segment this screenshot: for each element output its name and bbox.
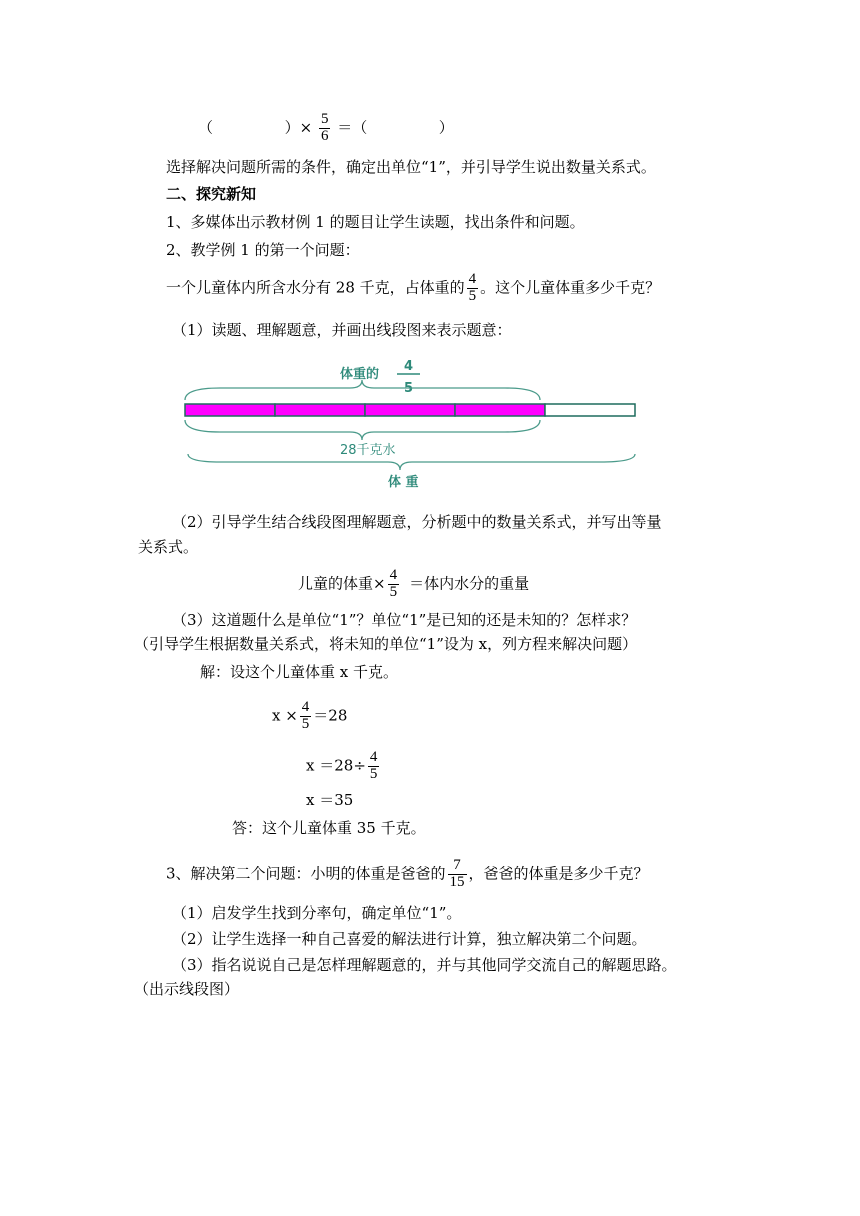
segment-diagram xyxy=(180,358,640,498)
equation-blank-line xyxy=(198,112,454,145)
equation-1: x × $\frac{4}{5}$ ＝28 xyxy=(272,699,348,732)
open-paren: （ xyxy=(198,118,214,137)
sub-step-2: （2）引导学生结合线段图理解题意，分析题中的数量关系式，并写出等量 xyxy=(172,513,662,531)
relation-formula: 儿童的体重× $\frac{4}{5}$ ＝体内水分的重量 xyxy=(298,567,530,600)
paragraph-select-conditions: 选择解决问题所需的条件，确定出单位“1”，并引导学生说出数量关系式。 xyxy=(166,158,656,176)
bar-part-filled xyxy=(455,404,545,416)
top-brace xyxy=(185,380,540,400)
paragraph-step-1: 1、多媒体出示教材例 1 的题目让学生读题，找出条件和问题。 xyxy=(166,213,585,231)
sub-step-1: （1）读题、理解题意，并画出线段图来表示题意： xyxy=(172,321,512,339)
answer: 答：这个儿童体重 35 千克。 xyxy=(232,819,426,837)
fraction-4-5: $\frac{4}{5}$ xyxy=(301,699,310,732)
sub-step-3-guide: （引导学生根据数量关系式，将未知的单位“1”设为 x，列方程来解决问题） xyxy=(134,635,638,653)
diagram-top-frac-num: 4 xyxy=(404,359,414,374)
water-brace xyxy=(185,420,540,440)
sub-step-3: （3）这道题什么是单位“1”？单位“1”是已知的还是未知的？怎样求？ xyxy=(172,611,637,629)
fraction-4-5: $\frac{4}{5}$ xyxy=(389,567,398,600)
total-label: 体 重 xyxy=(388,475,419,490)
water-label: 28千克水 xyxy=(340,443,396,458)
paragraph-step-3: 3、解决第二个问题：小明的体重是爸爸的 $\frac{7}{15}$ ，爸爸的体重是多少千克？ xyxy=(166,857,649,890)
paragraph-step-2: 2、教学例 1 的第一个问题： xyxy=(166,241,360,259)
fraction-4-5: $\frac{4}{5}$ xyxy=(468,271,477,304)
equals-open-paren: ＝（ xyxy=(337,118,368,137)
q2-step-2: （2）让学生选择一种自己喜爱的解法进行计算，独立解决第二个问题。 xyxy=(172,930,647,948)
fraction-4-5: $\frac{4}{5}$ xyxy=(369,749,378,782)
total-brace xyxy=(188,454,635,470)
solution-setup: 解：设这个儿童体重 x 千克。 xyxy=(200,663,398,681)
problem-one: 一个儿童体内所含水分有 28 千克，占体重的 $\frac{4}{5}$ 。这个儿童体重多少千克？ xyxy=(166,271,661,304)
equation-3: x ＝35 xyxy=(306,791,354,809)
q2-step-3: （3）指名说说自己是怎样理解题意的，并与其他同学交流自己的解题思路。 xyxy=(172,956,677,974)
q2-step-1: （1）启发学生找到分率句，确定单位“1”。 xyxy=(172,904,462,922)
segment-bar xyxy=(185,404,635,416)
fraction-5-6: $\frac{5}{6}$ xyxy=(320,111,329,144)
equation-2: x ＝28÷ $\frac{4}{5}$ xyxy=(306,749,378,782)
close-paren-times: ）× xyxy=(284,118,313,137)
sub-step-2-cont: 关系式。 xyxy=(138,538,199,556)
bar-part-filled xyxy=(185,404,275,416)
close-paren: ） xyxy=(438,118,454,137)
bar-part-filled xyxy=(275,404,365,416)
fraction-7-15: $\frac{7}{15}$ xyxy=(449,857,465,890)
diagram-top-frac-den: 5 xyxy=(404,381,414,396)
diagram-top-label: 体重的 xyxy=(340,367,380,382)
heading-explore: 二、探究新知 xyxy=(166,185,257,203)
q2-step-3-cont: （出示线段图） xyxy=(134,980,240,998)
bar-part-filled xyxy=(365,404,455,416)
bar-part-empty xyxy=(545,404,635,416)
